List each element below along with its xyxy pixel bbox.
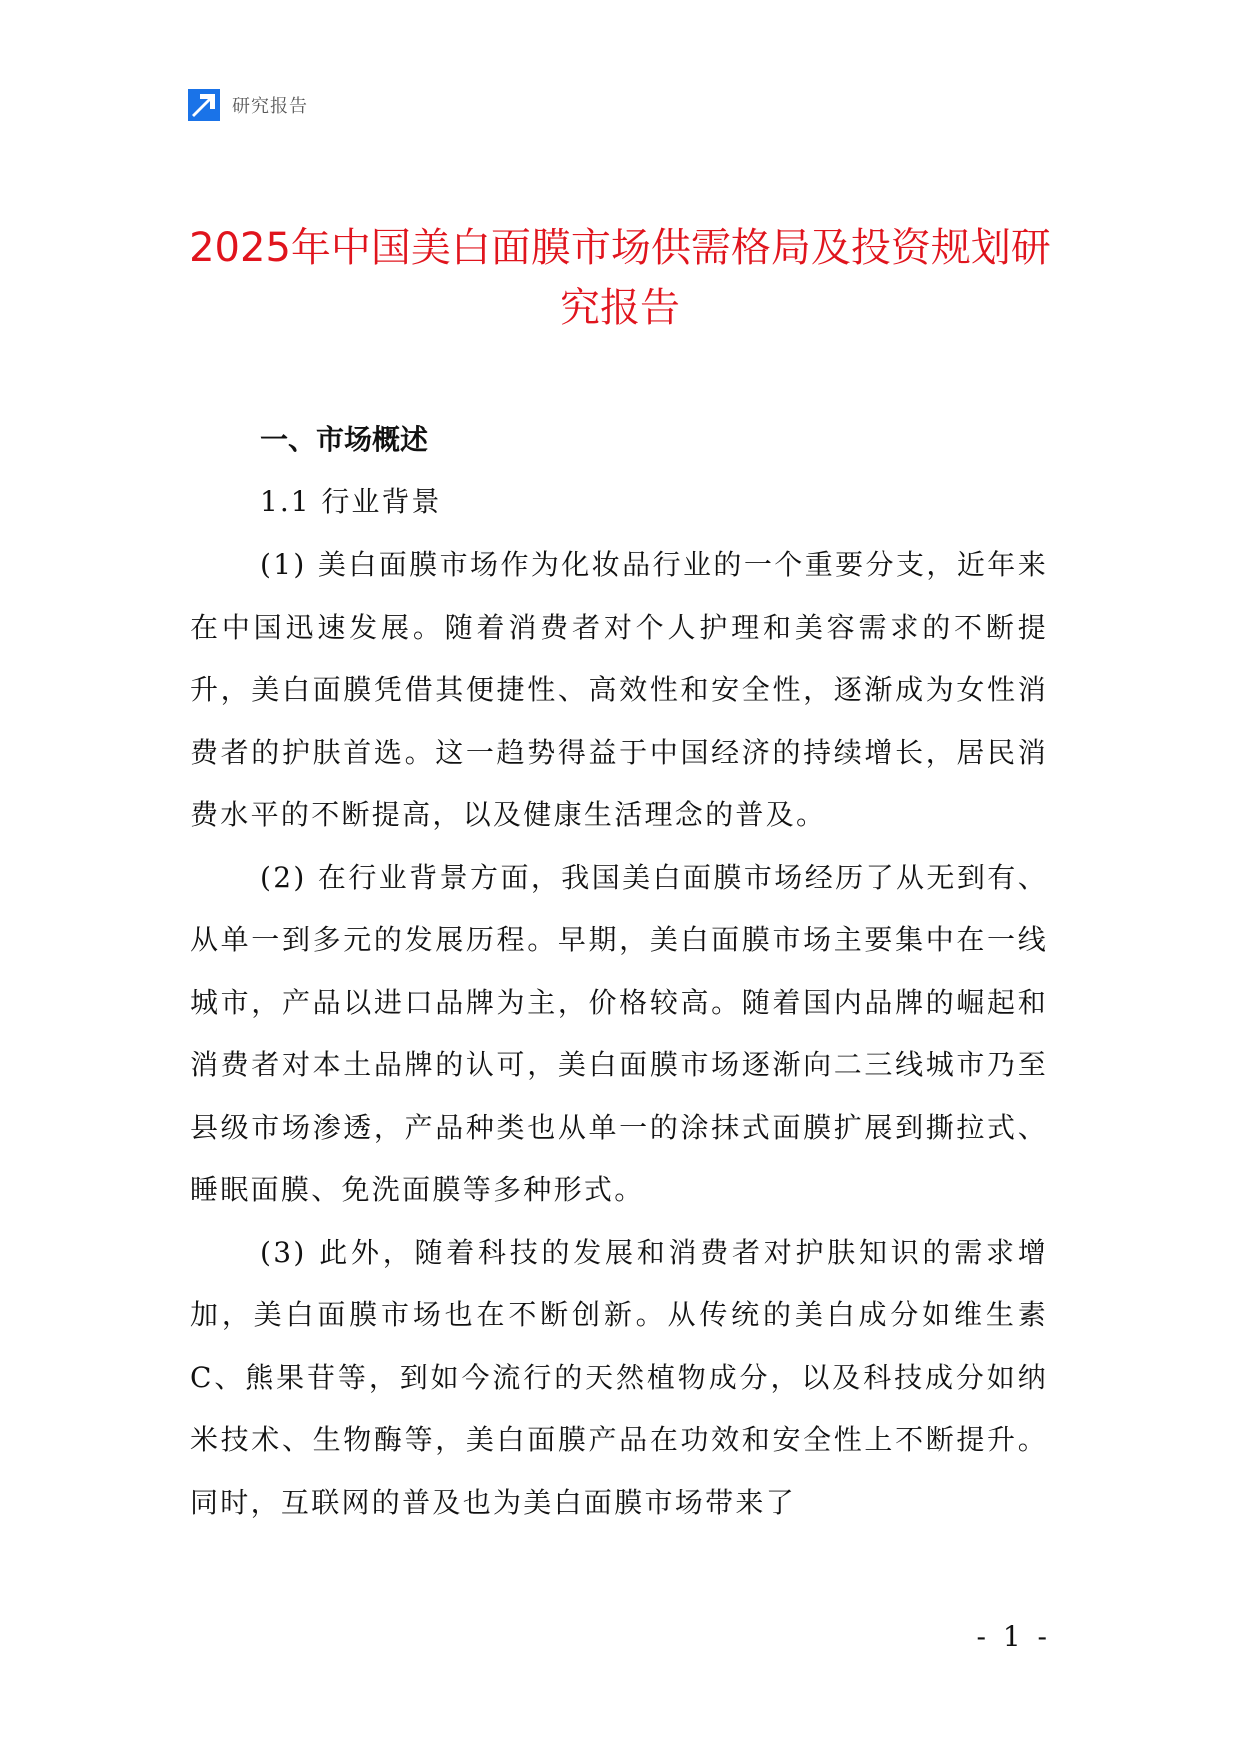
section-heading: 一、市场概述	[260, 423, 429, 456]
paragraph-3: (3) 此外，随着科技的发展和消费者对护肤知识的需求增加，美白面膜市场也在不断创新。从传统的美白成分如维生素C、熊果苷等，到如今流行的天然植物成分，以及科技成分如纳米技术、生物酶等，美白面膜产品在功效和安全性上不断提升。同时，互联网的普及也为美白面膜市场带来了	[190, 1235, 1048, 1519]
page-header	[188, 88, 308, 122]
body-text	[190, 534, 1048, 1534]
header-label: 研究报告	[232, 96, 308, 117]
document-title: 2025年中国美白面膜市场供需格局及投资规划研究报告	[189, 225, 1051, 331]
paragraph-2: (2) 在行业背景方面，我国美白面膜市场经历了从无到有、从单一到多元的发展历程。早期，美白面膜市场主要集中在一线城市，产品以进口品牌为主，价格较高。随着国内品牌的崛起和消费者对本土品牌的认可，美白面膜市场逐渐向二三线城市乃至县级市场渗透，产品种类也从单一的涂抹式面膜扩展到撕拉式、睡眠面膜、免洗面膜等多种形式。	[190, 860, 1048, 1206]
paragraph-1: (1) 美白面膜市场作为化妆品行业的一个重要分支，近年来在中国迅速发展。随着消费者对个人护理和美容需求的不断提升，美白面膜凭借其便捷性、高效性和安全性，逐渐成为女性消费者的护肤首选。这一趋势得益于中国经济的持续增长，居民消费水平的不断提高，以及健康生活理念的普及。	[190, 548, 1048, 831]
page-number: - 1 -	[976, 1620, 1051, 1653]
subsection-heading: 1.1 行业背景	[260, 485, 442, 518]
arrow-up-right-logo-icon	[188, 89, 220, 121]
